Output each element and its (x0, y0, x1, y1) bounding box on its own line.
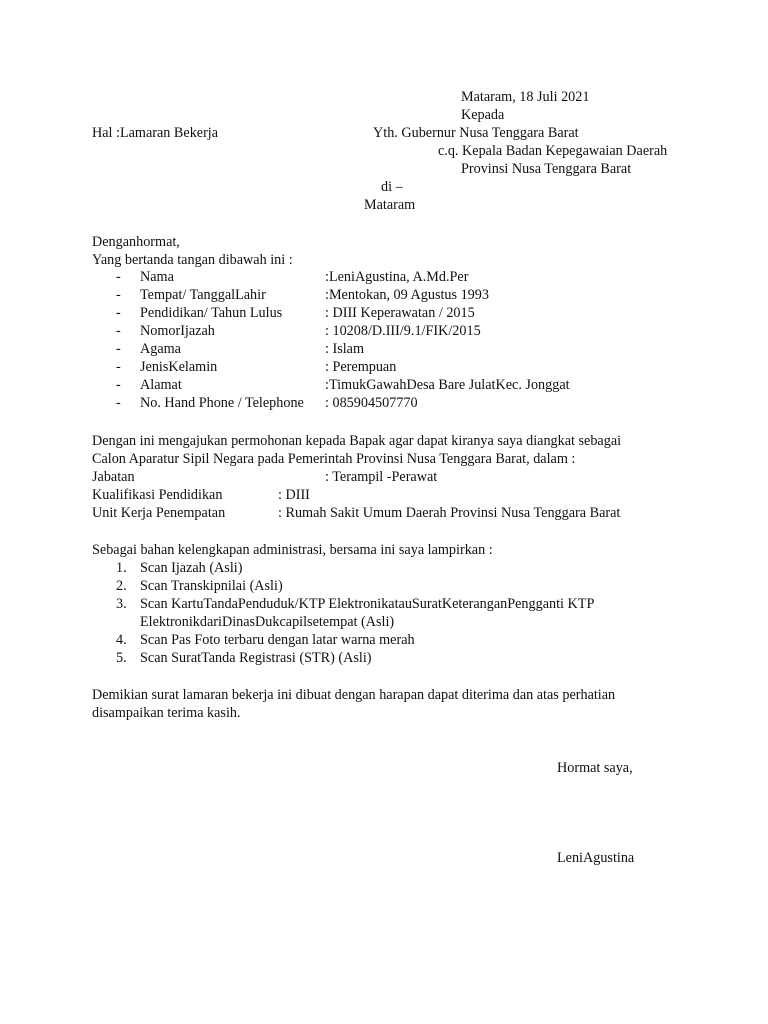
list-number: 1. (116, 560, 127, 576)
identity-label: Alamat (140, 377, 182, 393)
identity-label: No. Hand Phone / Telephone (140, 395, 304, 411)
identity-label: Tempat/ TanggalLahir (140, 287, 266, 303)
identity-value: : Islam (325, 341, 365, 357)
bullet-dash: - (116, 341, 121, 357)
identity-label: Pendidikan/ Tahun Lulus (140, 305, 283, 321)
list-item-text: Scan Ijazah (Asli) (140, 560, 243, 576)
subject-line: Hal :Lamaran Bekerja (92, 125, 219, 141)
list-number: 3. (116, 596, 127, 612)
salutation: Denganhormat, (92, 234, 180, 250)
request-line-2: Calon Aparatur Sipil Negara pada Pemerintah Provinsi Nusa Tenggara Barat, dalam : (92, 451, 576, 467)
identity-value: :LeniAgustina, A.Md.Per (325, 269, 469, 285)
kepada-label: Kepada (461, 107, 505, 123)
bullet-dash: - (116, 359, 121, 375)
bullet-dash: - (116, 323, 121, 339)
recipient-city: Mataram (364, 197, 416, 213)
identity-label: Nama (140, 269, 174, 285)
identity-value: : 10208/D.III/9.1/FIK/2015 (325, 323, 481, 339)
list-item-text: Scan Pas Foto terbaru dengan latar warna merah (140, 632, 415, 648)
unit-label: Unit Kerja Penempatan (92, 505, 226, 521)
bullet-dash: - (116, 377, 121, 393)
recipient-line-1: Yth. Gubernur Nusa Tenggara Barat (373, 125, 579, 141)
regards: Hormat saya, (557, 760, 633, 776)
list-number: 2. (116, 578, 127, 594)
recipient-line-2: c.q. Kepala Badan Kepegawaian Daerah (438, 143, 668, 159)
identity-value: : 085904507770 (325, 395, 418, 411)
list-number: 5. (116, 650, 127, 666)
list-item-text: ElektronikdariDinasDukcapilsetempat (Asli) (140, 614, 395, 630)
bullet-dash: - (116, 287, 121, 303)
identity-value: : Perempuan (325, 359, 397, 375)
closing-line-1: Demikian surat lamaran bekerja ini dibuat dengan harapan dapat diterima dan atas perhatian (92, 687, 616, 703)
di-label: di – (381, 179, 403, 195)
unit-value: : Rumah Sakit Umum Daerah Provinsi Nusa Tenggara Barat (278, 505, 621, 521)
intro-line: Yang bertanda tangan dibawah ini : (92, 252, 293, 268)
identity-value: : DIII Keperawatan / 2015 (325, 305, 475, 321)
bullet-dash: - (116, 305, 121, 321)
jabatan-label: Jabatan (92, 469, 135, 485)
list-item-text: Scan SuratTanda Registrasi (STR) (Asli) (140, 650, 372, 666)
kualifikasi-label: Kualifikasi Pendidikan (92, 487, 223, 503)
signature-name: LeniAgustina (557, 850, 635, 866)
recipient-line-3: Provinsi Nusa Tenggara Barat (461, 161, 632, 177)
identity-value: :TimukGawahDesa Bare JulatKec. Jonggat (325, 377, 570, 393)
bullet-dash: - (116, 395, 121, 411)
list-number: 4. (116, 632, 127, 648)
attachments-intro: Sebagai bahan kelengkapan administrasi, bersama ini saya lampirkan : (92, 542, 493, 558)
place-date: Mataram, 18 Juli 2021 (461, 89, 590, 105)
request-line-1: Dengan ini mengajukan permohonan kepada Bapak agar dapat kiranya saya diangkat sebagai (92, 433, 622, 449)
closing-line-2: disampaikan terima kasih. (92, 705, 241, 721)
identity-label: NomorIjazah (140, 323, 215, 339)
bullet-dash: - (116, 269, 121, 285)
jabatan-value: : Terampil -Perawat (325, 469, 438, 485)
list-item-text: Scan KartuTandaPenduduk/KTP ElektronikatauSuratKeteranganPengganti KTP (140, 596, 595, 612)
identity-label: Agama (140, 341, 181, 357)
kualifikasi-value: : DIII (278, 487, 310, 503)
identity-value: :Mentokan, 09 Agustus 1993 (325, 287, 489, 303)
identity-label: JenisKelamin (140, 359, 218, 375)
list-item-text: Scan Transkipnilai (Asli) (140, 578, 283, 594)
